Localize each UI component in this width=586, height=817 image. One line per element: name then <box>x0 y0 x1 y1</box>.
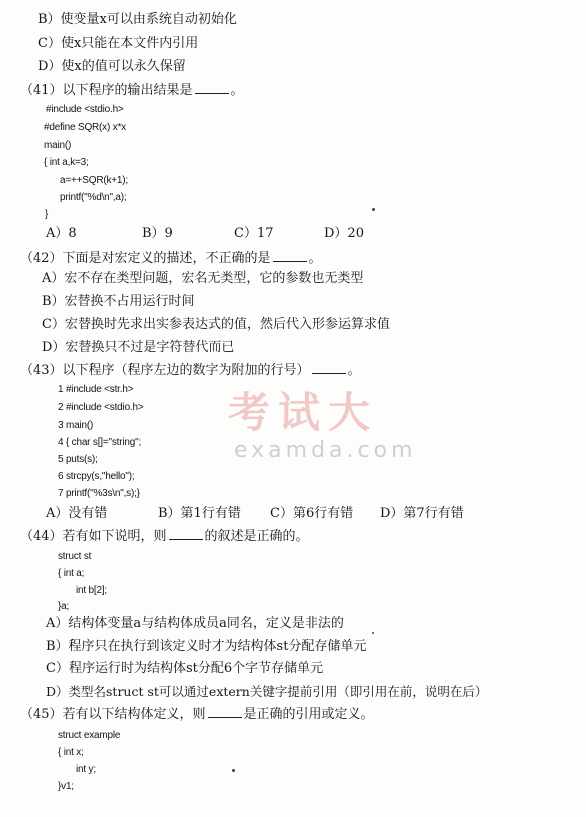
scan-speck <box>372 632 374 634</box>
q40-option-b: B）使变量x可以由系统自动初始化 <box>38 12 237 27</box>
watermark <box>228 380 417 480</box>
q43-option-c: C）第6行有错 <box>270 506 354 521</box>
q41-code-line: printf("%d\n",a); <box>60 192 127 203</box>
q42-stem-text: （42）下面是对宏定义的描述，不正确的是 <box>20 251 271 266</box>
q44-option-d: D）类型名struct st可以通过extern关键字提前引用（即引用在前，说明在后） <box>46 684 488 699</box>
q43-stem <box>20 362 361 379</box>
q43-option-a: A）没有错 <box>46 506 108 521</box>
q42-option-c: C）宏替换时先求出实参表达式的值，然后代入形参运算求值 <box>42 317 390 332</box>
q43-stem-end: 。 <box>347 363 361 378</box>
q45-code-line: int y; <box>76 764 96 775</box>
q43-option-b: B）第1行有错 <box>158 506 241 521</box>
answer-blank <box>208 706 242 718</box>
q42-stem-end: 。 <box>308 251 322 266</box>
q45-code-line: }v1; <box>58 781 74 792</box>
q44-code-line: struct st <box>58 551 92 562</box>
answer-blank <box>169 528 203 540</box>
q41-code-line: a=++SQR(k+1); <box>60 175 128 186</box>
q41-code-line: { int a,k=3; <box>44 157 89 168</box>
q41-code-line: main() <box>44 140 72 151</box>
q45-stem <box>20 706 374 723</box>
q44-option-b: B）程序只在执行到该定义时才为结构体st分配存储单元 <box>46 639 367 654</box>
q41-option-c: C）17 <box>234 226 274 241</box>
q42-stem <box>20 250 322 267</box>
q44-stem <box>20 528 309 545</box>
scan-speck <box>232 769 235 772</box>
q41-stem-end: 。 <box>230 83 244 98</box>
q41-option-b: B）9 <box>142 226 173 241</box>
q44-option-c: C）程序运行时为结构体st分配6个字节存储单元 <box>46 661 324 676</box>
q40-option-c: C）使x只能在本文件内引用 <box>38 36 199 51</box>
q43-code-line: 4 { char s[]="string"; <box>58 437 142 448</box>
q45-stem-text: （45）若有以下结构体定义，则 <box>20 707 206 722</box>
q43-option-d: D）第7行有错 <box>380 506 464 521</box>
q45-code-line: { int x; <box>58 747 84 758</box>
scan-speck <box>372 208 375 211</box>
watermark-chinese-text: 考试大 <box>228 388 379 437</box>
q41-code-line: #define SQR(x) x*x <box>44 122 126 133</box>
answer-blank <box>273 250 307 262</box>
q42-option-d: D）宏替换只不过是字符替代而已 <box>42 340 235 355</box>
answer-blank <box>312 362 346 374</box>
q42-option-b: B）宏替换不占用运行时间 <box>42 294 195 309</box>
q41-stem <box>20 82 244 99</box>
q40-option-d: D）使x的值可以永久保留 <box>38 59 186 74</box>
answer-blank <box>195 82 229 94</box>
q44-code-line: { int a; <box>58 568 85 579</box>
q43-code-line: 3 main() <box>58 420 94 431</box>
watermark-domain-text: examda.com <box>234 438 417 463</box>
q45-stem-end: 是正确的引用或定义。 <box>243 707 374 722</box>
q44-option-a: A）结构体变量a与结构体成员a同名，定义是非法的 <box>46 616 344 631</box>
q41-option-d: D）20 <box>324 226 364 241</box>
q43-code-line: 7 printf("%3s\n",s);} <box>58 488 140 499</box>
q44-stem-end: 的叙述是正确的。 <box>204 529 309 544</box>
q43-code-line: 2 #include <stdio.h> <box>58 402 144 413</box>
q45-code-line: struct example <box>58 730 121 741</box>
q43-code-line: 6 strcpy(s,"hello"); <box>58 471 135 482</box>
q43-code-line: 5 puts(s); <box>58 454 98 465</box>
q44-code-line: }a; <box>58 601 70 612</box>
q44-stem-text: （44）若有如下说明，则 <box>20 529 167 544</box>
q41-code-line: #include <stdio.h> <box>46 104 124 115</box>
q41-stem-text: （41）以下程序的输出结果是 <box>20 83 193 98</box>
q43-code-line: 1 #include <str.h> <box>58 384 134 395</box>
q43-stem-text: （43）以下程序（程序左边的数字为附加的行号） <box>20 363 310 378</box>
q42-option-a: A）宏不存在类型问题，宏名无类型，它的参数也无类型 <box>42 271 364 286</box>
q41-code-line: } <box>45 209 49 220</box>
q41-option-a: A）8 <box>46 226 77 241</box>
q44-code-line: int b[2]; <box>76 585 107 596</box>
